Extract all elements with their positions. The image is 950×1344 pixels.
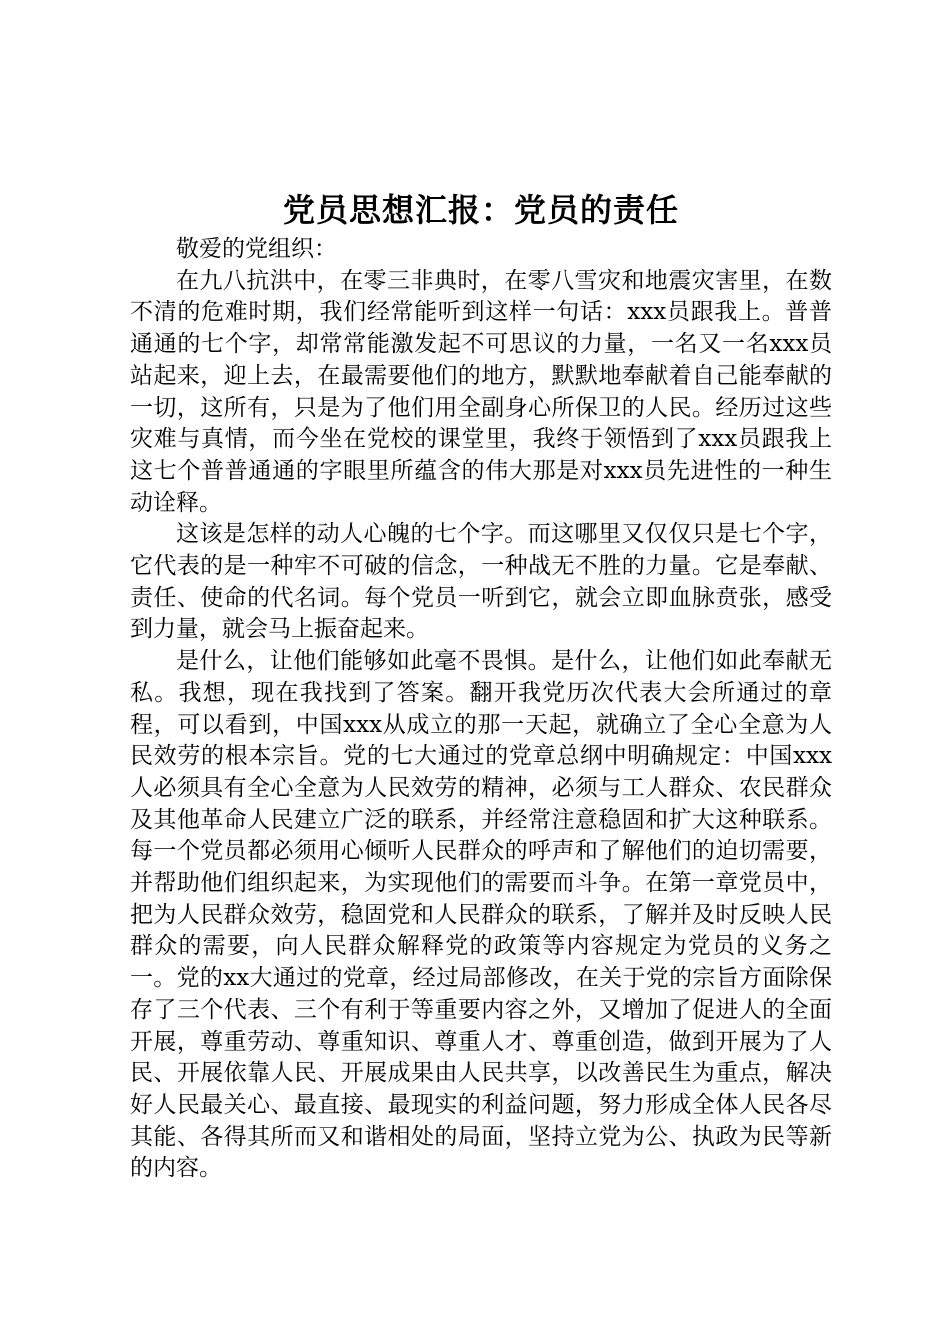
paragraph-1: 在九八抗洪中，在零三非典时，在零八雪灾和地震灾害里，在数不清的危难时期，我们经常能听到这样一句话：xxx员跟我上。普普通通的七个字，却常常能激发起不可思议的力量，一名又一名xxx员站起来，迎上去，在最需要他们的地方，默默地奉献着自己能奉献的一切，这所有，只是为了他们用全副身心所保卫的人民。经历过这些灾难与真情，而今坐在党校的课堂里，我终于领悟到了xxx员跟我上这七个普普通通的字眼里所蕴含的伟大那是对xxx员先进性的一种生动诠释。 <box>130 267 832 516</box>
document-body <box>130 188 832 1185</box>
paragraph-3: 是什么，让他们能够如此毫不畏惧。是什么，让他们如此奉献无私。我想，现在我找到了答案。翻开我党历次代表大会所通过的章程，可以看到，中国xxx从成立的那一天起，就确立了全心全意为人民效劳的根本宗旨。党的七大通过的党章总纲中明确规定：中国xxx人必须具有全心全意为人民效劳的精神，必须与工人群众、农民群众及其他革命人民建立广泛的联系，并经常注意稳固和扩大这种联系。每一个党员都必须用心倾听人民群众的呼声和了解他们的迫切需要，并帮助他们组织起来，为实现他们的需要而斗争。在第一章党员中，把为人民群众效劳，稳固党和人民群众的联系，了解并及时反映人民群众的需要，向人民群众解释党的政策等内容规定为党员的义务之一。党的xx大通过的党章，经过局部修改，在关于党的宗旨方面除保存了三个代表、三个有利于等重要内容之外，又增加了促进人的全面开展，尊重劳动、尊重知识、尊重人才、尊重创造，做到开展为了人民、开展依靠人民、开展成果由人民共享，以改善民生为重点，解决好人民最关心、最直接、最现实的利益问题，努力形成全体人民各尽其能、各得其所而又和谐相处的局面，坚持立党为公、执政为民等新的内容。 <box>130 648 832 1182</box>
paragraph-2: 这该是怎样的动人心魄的七个字。而这哪里又仅仅只是七个字，它代表的是一种牢不可破的信念，一种战无不胜的力量。它是奉献、责任、使命的代名词。每个党员一听到它，就会立即血脉贲张，感受到力量，就会马上振奋起来。 <box>130 521 832 643</box>
salutation: 敬爱的党组织： <box>176 236 337 262</box>
document-title: 党员思想汇报：党员的责任 <box>282 191 679 229</box>
